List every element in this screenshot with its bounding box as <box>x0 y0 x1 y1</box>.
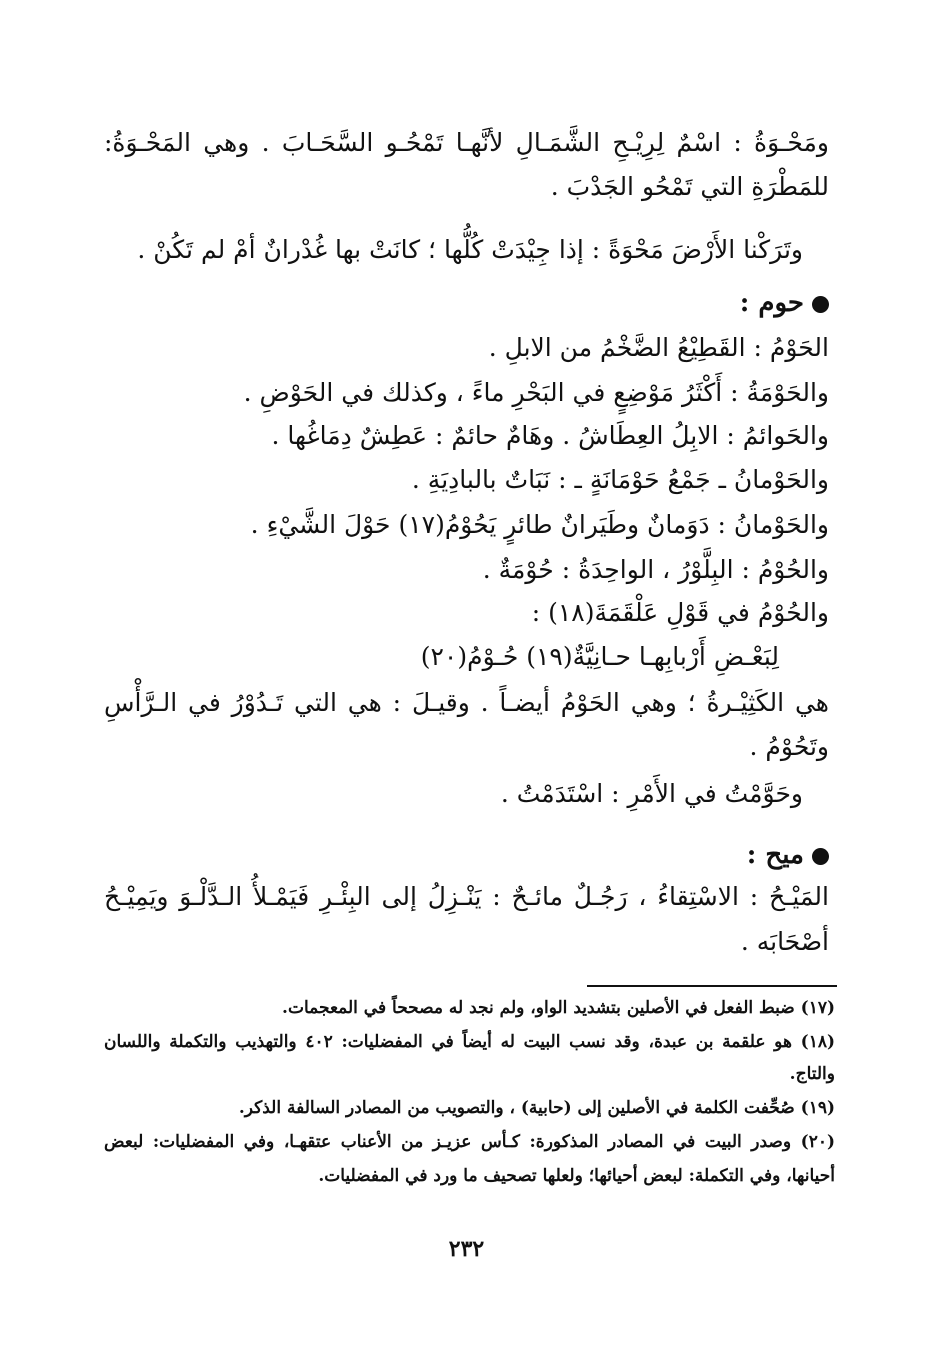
body-line-1: ومَحْـوَةُ : اسْمٌ لِرِيْـحِ الشَّمَـالِ لأنَّهـا تَمْحُـو السَّحَـابَ . وهي المَحْـوَةُ: <box>104 128 829 157</box>
body-line: وحَوَّمْتُ في الأَمْرِ : اسْتَدَمْتُ . <box>500 779 803 808</box>
body-line: المَيْـحُ : الاسْتِقاءُ ، رَجُـلٌ مائـحٌ : يَنْـزِلُ إلى البِئْـرِ فَيَمْـلأُ الـدَّلْـوَ ويَمِيْـحُ <box>104 882 829 911</box>
entry-line: والحَوْمانُ : دَوَمانٌ وطَيَرانٌ طائرٍ يَحُوْمُ(١٧) حَوْلَ الشَّيْءِ . <box>250 510 829 539</box>
section-heading-mayh <box>747 838 829 872</box>
body-line-3: وتَرَكْنا الأَرْضَ مَحْوَةً : إذا جِيْدَتْ كُلُّها ؛ كانَتْ بها غُدْرانٌ أمْ لم تَكُنْ . <box>137 235 803 264</box>
footnote-18: (١٨) هو علقمة بن عبدة، وقد نسب البيت له أيضاً في المفضليات: ٤٠٢ والتهذيب والتكملة واللسان <box>104 1032 836 1052</box>
page-number: ٢٣٢ <box>448 1236 485 1262</box>
body-line: وتَحُوْمُ . <box>749 732 829 761</box>
footnote-separator <box>587 985 837 987</box>
section-heading-hawm-label: حوم : <box>739 288 804 318</box>
body-line: هي الكَثِيْـرةُ ؛ وهي الحَوْمُ أيضـاً . وقيـلَ : هي التي تَـدُوْرُ في الـرَّأْسِ <box>104 688 829 717</box>
footnote-20: (٢٠) وصدر البيت في المصادر المذكورة: كـأس عزيـز من الأعناب عتقهـا، وفي المفضليات: لبعض <box>104 1132 835 1152</box>
entry-line: والحَوْمَةُ : أَكْثَرُ مَوْضِعٍ في البَحْرِ ماءً ، وكذلك في الحَوْضِ . <box>243 378 829 407</box>
entry-line: الحَوْمُ : القَطِيْعُ الضَّخْمُ من الابلِ . <box>488 333 829 362</box>
entry-line: والحُوْمُ في قَوْلِ عَلْقَمَةَ(١٨) : <box>531 598 829 627</box>
section-heading-mayh-label: ميح : <box>746 840 804 870</box>
footnote-17: (١٧) ضبط الفعل في الأصلين بتشديد الواو، ولم نجد له مصححاً في المعجمات. <box>282 998 835 1018</box>
body-line: أصْحَابَه . <box>740 927 829 956</box>
entry-line: والحَوْمانُ ـ جَمْعُ حَوْمَانَةٍ ـ : نَبَاتٌ بالبادِيَةِ . <box>411 465 829 494</box>
bullet-icon <box>812 848 829 865</box>
footnote-18-continuation: والتاج. <box>789 1064 835 1084</box>
bullet-icon <box>812 296 829 313</box>
footnote-19: (١٩) صُحِّفت الكلمة في الأصلين إلى (حابية) ، والتصويب من المصادر السالفة الذكر. <box>238 1098 835 1118</box>
body-line-2: للمَطْرَةِ التي تَمْحُو الجَدْبَ . <box>550 172 829 201</box>
entry-line: والحُوْمُ : البِلَّوْرُ ، الواحِدَةُ : حُوْمَةٌ . <box>482 555 829 584</box>
entry-line: والحَوائمُ : الابِلُ العِطَاشُ . وهَامٌ حائمٌ : عَطِشٌ دِمَاغُها . <box>271 421 829 450</box>
footnote-20-continuation: أحيانها، وفي التكملة: لبعض أحيائها؛ ولعلها تصحيف ما ورد في المفضليات. <box>318 1166 835 1186</box>
section-heading-hawm <box>740 286 829 320</box>
verse-line: لِبَعْـضِ أَرْبابِهـا حـانِيَّةٌ(١٩) حُـوْمُ(٢٠) <box>420 642 779 671</box>
